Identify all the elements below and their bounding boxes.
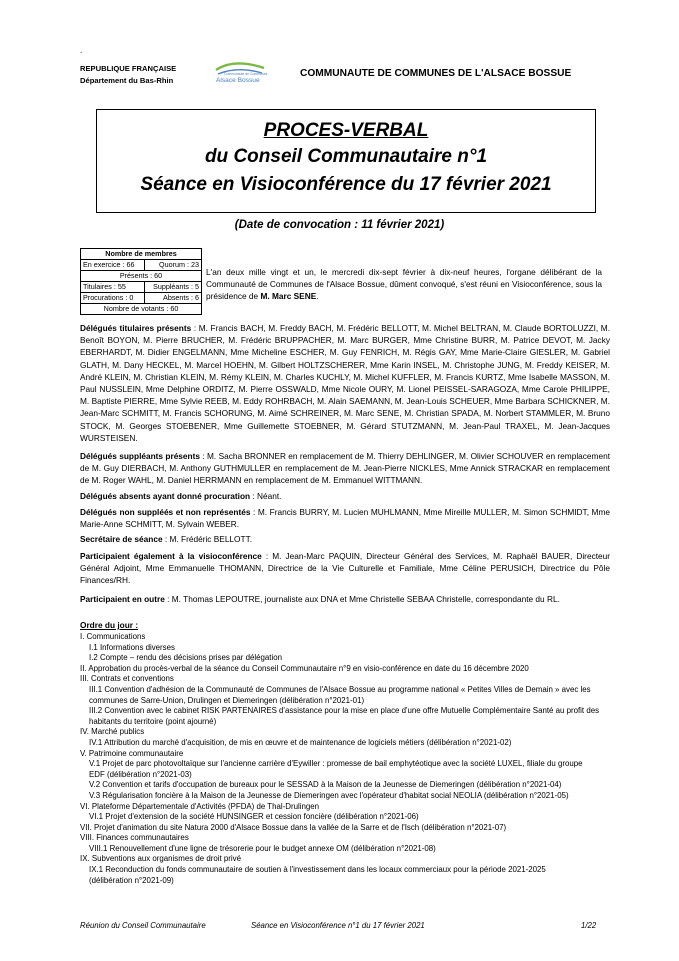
footer-left: Réunion du Conseil Communautaire <box>80 921 206 930</box>
agenda-item: communes de Sarre-Union, Drulingen et Diemeringen (délibération n°2021-01) <box>89 695 365 705</box>
participaient-paragraph <box>80 550 610 587</box>
agenda-item: I.2 Compte – rendu des décisions prises par délégation <box>89 653 282 663</box>
intro-president: M. Marc SENE <box>260 291 317 302</box>
intro-text: L'an deux mille vingt et un, le mercredi dix-sept février à dix-neuf heures, l'organe délibérant de la Communauté de Communes de l'Alsace Bossue, dûment convoqué, s'est réuni en Visioconférence, sous la présidence de <box>206 267 602 302</box>
agenda-item: I.1 Informations diverses <box>89 642 175 652</box>
members-procurations: Procurations : 0 <box>81 293 145 304</box>
secretaire-text: : M. Frédéric BELLOTT. <box>162 534 253 544</box>
members-quorum: Quorum : 23 <box>144 260 201 271</box>
intro-paragraph <box>206 266 602 303</box>
agenda-item: I. Communications <box>80 632 146 641</box>
members-presents: Présents : 60 <box>81 271 202 282</box>
agenda-item: II. Approbation du procès-verbal de la séance du Conseil Communautaire n°9 en visio-conférence en date du 16 décembre 2020 <box>80 663 529 673</box>
procuration-paragraph <box>80 490 610 502</box>
agenda-item: V. Patrimoine communautaire <box>80 748 184 758</box>
header-republic-block <box>80 63 176 87</box>
suppleants-paragraph <box>80 450 610 487</box>
agenda-item: VI.1 Projet d'extension de la société HUNSINGER et cession foncière (délibération n°2021-06) <box>89 812 419 822</box>
agenda-item: IV. Marché publics <box>80 727 145 737</box>
members-votants: Nombre de votants : 60 <box>81 304 202 315</box>
header-dot: . <box>80 46 83 55</box>
procuration-text: : Néant. <box>250 491 282 501</box>
agenda-item: III. Contrats et conventions <box>80 674 174 684</box>
community-logo <box>214 60 270 90</box>
members-header: Nombre de membres <box>81 249 202 260</box>
agenda-item: VII. Projet d'animation du site Natura 2000 d'Alsace Bossue dans la vallée de la Sarre et de l'Isch (délibération n°2021-07) <box>80 822 507 832</box>
agenda-item: III.2 Convention avec le cabinet RISK PARTENAIRES d'assistance pour la mise en place d'une offre Mutuelle Complémentaire Santé au profit des <box>89 706 600 716</box>
agenda-item: VIII.1 Renouvellement d'une ligne de trésorerie pour le budget annexe OM (délibération n°2021-08) <box>89 843 436 853</box>
agenda-item: IX.1 Reconduction du fonds communautaire de soutien à l'investissement dans les locaux commerciaux pour la période 2021-2025 <box>89 865 546 875</box>
agenda-list <box>80 632 620 886</box>
suppleants-text: : M. Sacha BRONNER en remplacement de M. Thierry DEHLINGER, M. Olivier SCHOUVER en remplacement de M. Guy DIERBACH, M. Anthony GUTHMULLER en remplacement de M. Jean-Pierre NICKLES, Mme Annick STRACKAR en remplacement de M. Roger WAHL, M. Daniel HERRMANN en remplacement de M. Emmanuel WITTMANN. <box>80 451 610 486</box>
agenda-item: (délibération n°2021-09) <box>89 875 174 885</box>
agenda-item: VIII. Finances communautaires <box>80 833 189 843</box>
title-line-3: Séance en Visioconférence du 17 février 2021 <box>140 174 552 195</box>
agenda-title: Ordre du jour : <box>80 620 139 630</box>
agenda-item: V.1 Projet de parc photovoltaïque sur l'ancienne carrière d'Eywiller : promesse de bail emphytéotique avec la société LUXEL, filiale du groupe <box>89 759 583 769</box>
members-exercice: En exercice : 66 <box>81 260 145 271</box>
footer-center: Séance en Visioconférence n°1 du 17 février 2021 <box>251 921 425 930</box>
agenda-item: IV.1 Attribution du marché d'acquisition, de mis en œuvre et de maintenance de logiciels métiers (délibération n°2021-02) <box>89 737 512 747</box>
footer-page-number: 1/22 <box>581 921 597 930</box>
members-table <box>80 248 202 315</box>
secretaire-label: Secrétaire de séance <box>80 534 163 544</box>
titulaires-text: : M. Francis BACH, M. Freddy BACH, M. Frédéric BELLOTT, M. Michel BELTRAN, M. Claude BORTOLUZZI, M. Benoît BOYON, M. Pierre BRUCHER, M. Frédéric BRUPPACHER, M. Marc BURGER, Mme Christine BURR, M. Patrice DEVOT, M. Jacky EBERHARDT, M. Didier ENGELMANN, Mme Micheline ESCHER, M. Guy FENRICH, M. Régis GAY, Mme Marie-Claire GIESLER, M. Gabriel GLATH, M. Dany HECKEL, M. Marcel HOEHN, M. Gilbert HOLTZSCHERER, Mme Karin INSEL, M. Christophe JUNG, M. Freddy KEISER, M. André KLEIN, M. Christian KLEIN, M. Rémy KLEIN, M. Charles KUCHLY, M. Michel KUFFLER, M. Francis KURTZ, Mme Isabelle MASSON, M. Paul NUSSLEIN, Mme Delphine ORDITZ, M. Pierre OSSWALD, Mme Nicole OURY, M. Lionel PEISSEL-SARAGOZA, Mme Carole PHILIPPE, M. Baptiste PIERRE, Mme Sylvie REEB, M. Eddy ROHRBACH, M. Alain SAEMANN, M. Jean-Louis SCHEUER, Mme Barbara SCHICKNER, M. Jean-Marc SCHMITT, M. Francis SCHORUNG, M. Aimé SCHREINER, M. Marc SENE, M. Christian SPADA, M. Norbert STAMMLER, M. Bruno STOCK, M. Georges STOEBENER, Mme Guillemette STOEBNER, M. Gérard STUTZMANN, M. Jean-Paul TRAXEL, M. Jean-Jacques WURSTEISEN. <box>80 323 610 443</box>
agenda <box>80 619 620 886</box>
secretaire-paragraph <box>80 533 610 545</box>
agenda-item: habitants du territoire (point ajourné) <box>89 716 217 726</box>
agenda-item: III.1 Convention d'adhésion de la Communauté de Communes de l'Alsace Bossue au programme national « Petites Villes de Demain » avec les <box>89 684 591 694</box>
members-suppleants: Suppléants : 5 <box>144 282 201 293</box>
agenda-item: IX. Subventions aux organismes de droit privé <box>80 854 241 864</box>
procuration-label: Délégués absents ayant donné procuration <box>80 491 251 501</box>
titulaires-paragraph <box>80 322 610 444</box>
header-republic: REPUBLIQUE FRANÇAISE <box>80 64 177 73</box>
title-box <box>96 109 596 213</box>
convocation-date: (Date de convocation : 11 février 2021) <box>234 219 445 231</box>
participaient-label: Participaient également à la visioconférence <box>80 551 262 561</box>
header-department: Département du Bas-Rhin <box>80 76 174 85</box>
title-line-1: PROCES-VERBAL <box>263 120 429 141</box>
outre-label: Participaient en outre <box>80 594 165 604</box>
participaient-text: : M. Jean-Marc PAQUIN, Directeur Général des Services, M. Raphaël BAUER, Directeur Général Adjoint, Mme Emmanuelle THOMANN, Directrice de la Vie Culturelle et Familiale, Mme Céline PERUSICH, Directrice du Pôle Finances/RH. <box>80 551 611 586</box>
nonsupp-paragraph <box>80 506 610 530</box>
nonsupp-label: Délégués non suppléés et non représentés <box>80 507 251 517</box>
titulaires-label: Délégués titulaires présents <box>80 323 192 333</box>
agenda-item: V.2 Convention et tarifs d'occupation de bureaux pour le SESSAD à la Maison de la Jeunesse de Diemeringen (délibération n°2021-04) <box>89 780 562 790</box>
members-absents: Absents : 6 <box>144 293 201 304</box>
agenda-item: V.3 Régularisation foncière à la Maison de la Jeunesse de Diemeringen avec l'opérateur d'habitat social NEOLIA (délibération n°2021-05) <box>89 790 569 800</box>
agenda-item: VI. Plateforme Départementale d'Activités (PFDA) de Thal-Drulingen <box>80 801 320 811</box>
nonsupp-text: : M. Francis BURRY, M. Lucien MUHLMANN, Mme Mireille MULLER, M. Simon SCHMIDT, Mme Marie-Anne SCHMITT, M. Sylvain WEBER. <box>80 507 610 530</box>
outre-paragraph <box>80 593 610 605</box>
intro-end: . <box>316 291 319 302</box>
logo-text: Alsace Bossue <box>216 77 260 84</box>
logo-text-small: Communauté de Communes <box>224 72 268 76</box>
members-titulaires: Titulaires : 55 <box>81 282 145 293</box>
outre-text: : M. Thomas LEPOUTRE, journaliste aux DNA et Mme Christelle SEBAA Christelle, correspondante du RL. <box>164 594 560 604</box>
community-title: COMMUNAUTE DE COMMUNES DE L'ALSACE BOSSUE <box>300 68 572 79</box>
title-line-2: du Conseil Communautaire n°1 <box>204 146 488 167</box>
suppleants-label: Délégués suppléants présents <box>80 451 200 461</box>
agenda-item: EDF (délibération n°2021-03) <box>89 769 192 779</box>
